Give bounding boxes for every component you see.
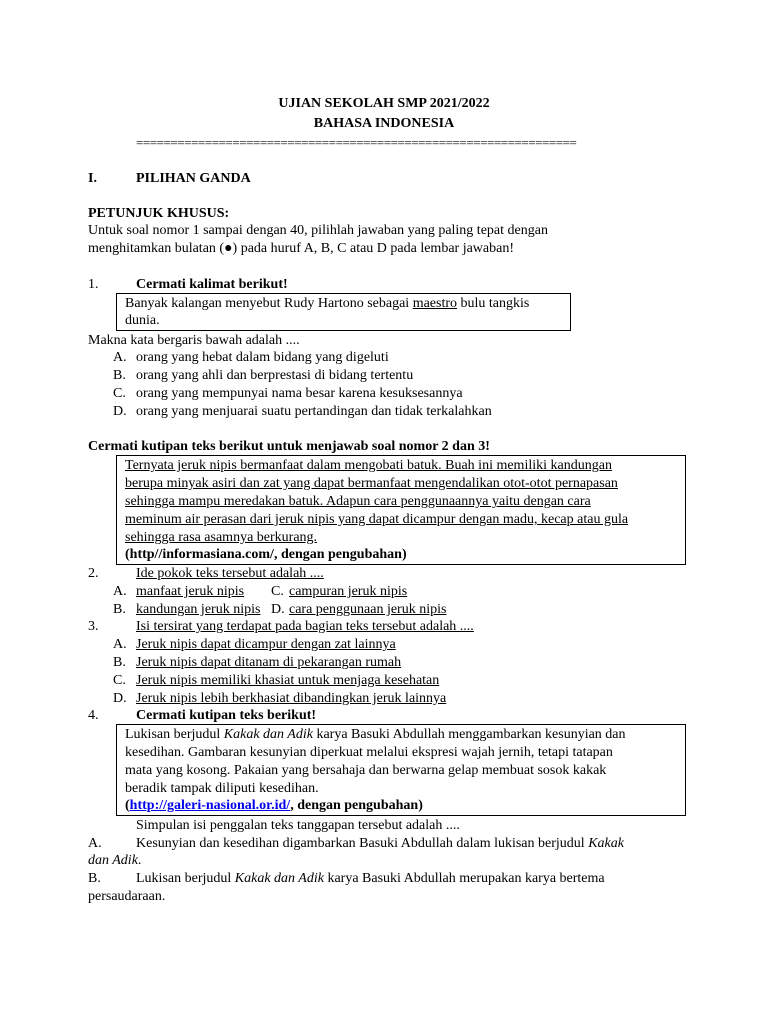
passage2-line-5: sehingga rasa asamnya berkurang. [125,530,318,545]
q4-source-text: , dengan pengubahan) [290,798,423,813]
q1-option-c: orang yang mempunyai nama besar karena kesuksesannya [136,386,463,401]
q1-quote-box [116,293,571,331]
q1-option-b-letter: B. [113,368,126,383]
q2-option-b-letter: B. [113,602,126,617]
q2-option-c: campuran jeruk nipis [289,584,408,599]
instructions-text: ) pada huruf A, B, C atau D pada lembar jawaban! [232,241,515,256]
q2-option-a: manfaat jeruk nipis [136,584,245,599]
q1-option-b: orang yang ahli dan berprestasi di bidang tertentu [136,368,414,383]
q3-option-c: Jeruk nipis memiliki khasiat untuk menjaga kesehatan [136,673,440,688]
q2-question: Ide pokok teks tersebut adalah .... [136,566,324,581]
passage2-source: (http//informasiana.com/, dengan pengubahan) [125,547,407,562]
q4-quote-line-2: kesedihan. Gambaran kesunyian diperkuat melalui ekspresi wajah jernih, tetapi tatapan [125,745,613,760]
q4-option-b-text: Lukisan berjudul [136,871,235,886]
filled-circle-icon: ● [224,241,233,256]
q1-number: 1. [88,277,99,292]
q4-quote-text: karya Basuki Abdullah menggambarkan kesunyian dan [312,727,626,742]
q1-prompt: Cermati kalimat berikut! [136,277,288,292]
q4-option-b-text: karya Basuki Abdullah merupakan karya bertema [323,871,605,886]
passage2-line-4: meminum air perasan dari jeruk nipis yang dapat dicampur dengan madu, kecap atau gula [125,512,629,527]
q1-option-a: orang yang hebat dalam bidang yang digeluti [136,350,389,365]
q4-option-a-line-1 [136,835,624,853]
q4-quote-line-3: mata yang kosong. Pakaian yang bersahaja dan berwarna gelap membuat sosok kakak [125,763,607,778]
section-title: PILIHAN GANDA [136,171,251,186]
q4-number: 4. [88,708,99,723]
q4-source-text: ( [125,798,130,813]
q3-option-b: Jeruk nipis dapat ditanam di pekarangan rumah [136,655,402,670]
q4-option-a-letter: A. [88,836,102,851]
q3-option-d: Jeruk nipis lebih berkhasiat dibandingkan jeruk lainnya [136,691,447,706]
q4-source [125,797,423,815]
q4-option-a-text: . [137,853,142,868]
q2-option-d: cara penggunaan jeruk nipis [289,602,447,617]
q2-option-a-letter: A. [113,584,127,599]
q1-quote-line-2: dunia. [125,313,160,328]
header-rule: ================================================================ [136,135,577,150]
q4-prompt: Cermati kutipan teks berikut! [136,708,317,723]
q3-option-a: Jeruk nipis dapat dicampur dengan zat lainnya [136,637,396,652]
q1-option-c-letter: C. [113,386,126,401]
painting-title: Kakak [588,836,624,851]
q3-question: Isi tersirat yang terdapat pada bagian teks tersebut adalah .... [136,619,474,634]
painting-title: Kakak dan Adik [234,871,324,886]
q4-option-b-line-1 [136,870,605,888]
instructions-line-1: Untuk soal nomor 1 sampai dengan 40, pilihlah jawaban yang paling tepat dengan [88,223,548,238]
q1-quote-text: Banyak kalangan menyebut Rudy Hartono sebagai [125,296,413,311]
q4-question: Simpulan isi penggalan teks tanggapan tersebut adalah .... [136,818,460,833]
q2-option-d-letter: D. [271,602,285,617]
q4-option-b-letter: B. [88,871,101,886]
q3-option-a-letter: A. [113,637,127,652]
q1-option-a-letter: A. [113,350,127,365]
q3-option-d-letter: D. [113,691,127,706]
q3-option-c-letter: C. [113,673,126,688]
q3-number: 3. [88,619,99,634]
q4-quote-line-1 [125,726,626,744]
q4-quote-line-4: beradik tampak diliputi kesedihan. [125,781,319,796]
q2-number: 2. [88,566,99,581]
source-link[interactable]: http://galeri-nasional.or.id/ [129,798,291,813]
passage2-heading: Cermati kutipan teks berikut untuk menjawab soal nomor 2 dan 3! [88,439,490,454]
q4-option-a-text: Kesunyian dan kesedihan digambarkan Basuki Abdullah dalam lukisan berjudul [136,836,589,851]
q4-quote-box [116,724,686,816]
painting-title: dan Adik [88,853,138,868]
passage2-line-3: sehingga mampu meredakan batuk. Adapun cara penggunaannya yaitu dengan cara [125,494,591,509]
q1-question: Makna kata bergaris bawah adalah .... [88,333,300,348]
q3-option-b-letter: B. [113,655,126,670]
q2-option-b: kandungan jeruk nipis [136,602,261,617]
q1-quote-line-1 [125,295,529,313]
instructions-line-2 [88,240,514,258]
q1-option-d: orang yang menjuarai suatu pertandingan dan tidak terkalahkan [136,404,492,419]
underlined-word: maestro [412,296,458,311]
instructions-text: menghitamkan bulatan ( [88,241,225,256]
q4-option-b-line-2: persaudaraan. [88,889,166,904]
q2-option-c-letter: C. [271,584,284,599]
q4-quote-text: Lukisan berjudul [125,727,224,742]
q4-option-a-line-2 [88,852,141,870]
instructions-heading: PETUNJUK KHUSUS: [88,206,230,221]
passage2-line-2: berupa minyak asiri dan zat yang dapat bermanfaat mengendalikan otot-otot pernapasan [125,476,618,491]
section-number: I. [88,171,97,186]
passage2-box [116,455,686,565]
exam-title: UJIAN SEKOLAH SMP 2021/2022 [278,96,490,111]
passage2-line-1: Ternyata jeruk nipis bermanfaat dalam mengobati batuk. Buah ini memiliki kandungan [125,458,612,473]
q1-option-d-letter: D. [113,404,127,419]
painting-title: Kakak dan Adik [223,727,313,742]
q1-quote-text: bulu tangkis [457,296,530,311]
exam-subject: BAHASA INDONESIA [313,116,455,131]
